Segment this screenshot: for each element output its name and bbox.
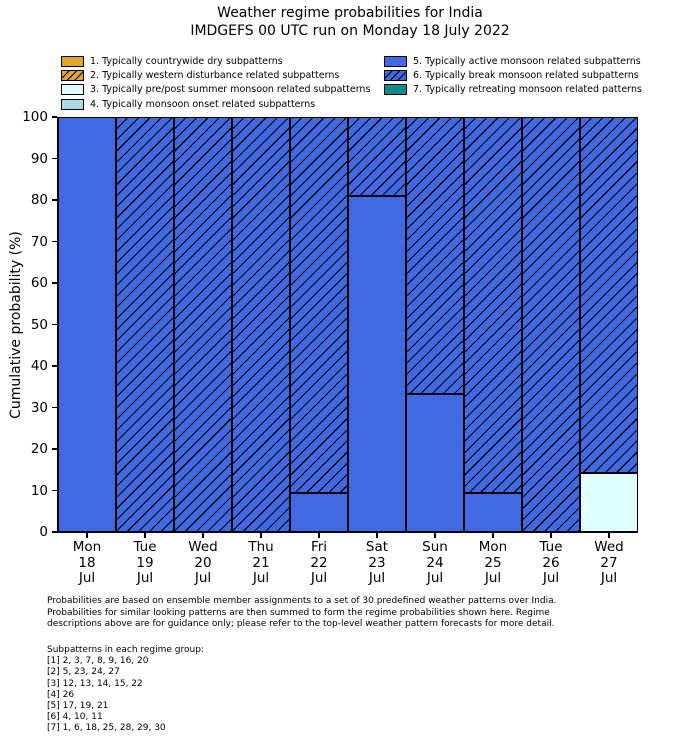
legend-swatch-regime-6-hatched-icon <box>384 70 407 81</box>
legend-label: 3. Typically pre/post summer monsoon related subpatterns <box>90 84 371 96</box>
stacked-bar <box>580 117 638 532</box>
x-tick-label-month: Jul <box>78 570 96 586</box>
chart-title: Weather regime probabilities for India <box>217 5 483 21</box>
footnote-line: Probabilities are based on ensemble member assignments to a set of 30 predefined weather patterns over India. <box>47 596 557 606</box>
x-tick-label-month: Jul <box>310 570 328 586</box>
legend-item <box>384 68 642 82</box>
x-tick-label-month: Jul <box>368 570 386 586</box>
x-tick-label-day: Tue <box>539 539 563 555</box>
x-tick-label-date: 26 <box>542 554 560 571</box>
x-tick-label-month: Jul <box>600 570 618 586</box>
y-axis-tick <box>52 531 57 532</box>
y-axis-tick <box>52 116 57 117</box>
y-tick-label: 30 <box>30 399 48 416</box>
y-axis-tick <box>52 282 57 283</box>
x-axis-tick <box>608 533 609 538</box>
bar-segment-regime-6 <box>116 117 174 532</box>
stacked-bar <box>406 117 464 532</box>
y-tick-label: 100 <box>22 109 48 125</box>
subpattern-group-line: [5] 17, 19, 21 <box>47 701 109 712</box>
x-tick-label-day: Sat <box>365 539 389 555</box>
y-tick-label: 40 <box>30 358 48 374</box>
chart-subtitle: IMDGEFS 00 UTC run on Monday 18 July 2022 <box>190 22 510 39</box>
x-tick-label-day: Wed <box>188 539 218 555</box>
bar-segment-regime-5 <box>348 196 406 532</box>
bar-segment-regime-6 <box>232 117 290 532</box>
x-tick-label <box>366 540 388 587</box>
x-tick-label-month: Jul <box>484 570 502 586</box>
y-axis-label: Cumulative probability (%) <box>8 231 24 419</box>
x-tick-label-month: Jul <box>136 570 154 586</box>
x-tick-label-month: Jul <box>426 570 444 586</box>
x-tick-label <box>188 540 217 587</box>
legend-label: 7. Typically retreating monsoon related patterns <box>413 84 642 96</box>
x-tick-label-day: Wed <box>594 539 624 555</box>
legend-swatch-regime-2-hatched-icon <box>61 70 84 81</box>
stacked-bar <box>174 117 232 532</box>
x-tick-label-month: Jul <box>252 570 270 586</box>
bar-segment-regime-5 <box>464 493 522 532</box>
legend-item <box>384 83 642 97</box>
legend-swatch-regime-7-icon <box>384 84 407 95</box>
stacked-bar <box>522 117 580 532</box>
y-axis-tick <box>52 158 57 159</box>
legend-swatch-regime-3-icon <box>61 84 84 95</box>
bar-segment-regime-6 <box>406 117 464 394</box>
y-tick-label: 50 <box>30 316 48 333</box>
legend-right-column <box>384 54 642 97</box>
subpatterns-block <box>47 645 204 735</box>
x-tick-label-day: Thu <box>248 539 274 555</box>
y-tick-label: 70 <box>30 233 48 250</box>
y-tick-label: 20 <box>30 441 48 457</box>
x-tick-label-date: 23 <box>368 554 386 571</box>
legend-item <box>61 97 370 111</box>
legend-label: 4. Typically monsoon onset related subpatterns <box>90 98 316 110</box>
bar-segment-regime-6 <box>290 117 348 493</box>
x-tick-label <box>539 540 562 587</box>
y-axis-tick <box>52 241 57 242</box>
x-tick-label-date: 20 <box>194 554 212 571</box>
stacked-bar <box>290 117 348 532</box>
x-tick-label <box>422 540 448 587</box>
y-axis-tick <box>52 324 57 325</box>
x-tick-label <box>248 540 273 587</box>
y-tick-label: 60 <box>30 275 48 291</box>
x-tick-label-month: Jul <box>194 570 212 586</box>
stacked-bar <box>58 117 116 532</box>
x-axis-tick <box>144 533 145 538</box>
footnote-line: Probabilities for similar looking patterns are then summed to form the regime probabilities shown here. Regime <box>47 607 550 618</box>
bar-segment-regime-5 <box>290 493 348 532</box>
subpatterns-list <box>47 656 204 734</box>
x-tick-label-month: Jul <box>542 570 560 586</box>
legend-label: 1. Typically countrywide dry subpatterns <box>90 55 283 67</box>
legend-swatch-regime-1-icon <box>61 56 84 67</box>
y-tick-label: 10 <box>30 482 48 499</box>
bar-segment-regime-6 <box>522 117 580 532</box>
x-axis-tick <box>550 533 551 538</box>
subpattern-group-line: [2] 5, 23, 24, 27 <box>47 667 120 678</box>
bar-segment-regime-6 <box>464 117 522 493</box>
legend-item <box>384 54 642 68</box>
x-tick-label-date: 18 <box>78 554 96 571</box>
legend-item <box>61 54 370 68</box>
subpattern-group-line: [4] 26 <box>47 689 75 700</box>
footnote-text <box>47 596 556 631</box>
x-axis-tick <box>202 533 203 538</box>
x-tick-label <box>73 540 101 587</box>
bar-segment-regime-5 <box>58 117 116 532</box>
x-tick-label-date: 24 <box>426 554 444 571</box>
x-axis-tick <box>318 533 319 538</box>
x-tick-label-day: Sun <box>422 539 448 555</box>
chart-title-block <box>0 5 700 41</box>
x-tick-label <box>310 540 327 587</box>
legend-item <box>61 83 370 97</box>
x-tick-label-date: 25 <box>484 554 502 571</box>
x-axis-tick <box>434 533 435 538</box>
x-tick-label <box>479 540 507 587</box>
stacked-bar <box>232 117 290 532</box>
x-tick-label-day: Mon <box>72 539 102 555</box>
subpattern-group-line: [3] 12, 13, 14, 15, 22 <box>47 678 143 689</box>
y-tick-label: 80 <box>30 192 48 208</box>
x-tick-label-date: 21 <box>252 554 270 571</box>
x-tick-label-date: 22 <box>310 554 328 571</box>
x-tick-label-day: Tue <box>133 539 157 555</box>
legend-item <box>61 68 370 82</box>
y-axis-tick <box>52 365 57 366</box>
legend-left-column <box>61 54 370 112</box>
bars-container <box>58 117 638 532</box>
legend-swatch-regime-5-icon <box>384 56 407 67</box>
x-axis-tick <box>492 533 493 538</box>
x-tick-label-date: 19 <box>136 554 154 571</box>
subpatterns-heading: Subpatterns in each regime group: <box>47 645 204 655</box>
y-tick-label: 90 <box>30 150 48 167</box>
y-axis-tick <box>52 490 57 491</box>
bar-segment-regime-3 <box>580 473 638 532</box>
y-axis-tick <box>52 448 57 449</box>
x-tick-label <box>133 540 156 587</box>
stacked-bar <box>464 117 522 532</box>
y-tick-label: 0 <box>39 524 48 540</box>
x-axis-tick <box>86 533 87 538</box>
bar-segment-regime-6 <box>348 117 406 196</box>
subpattern-group-line: [6] 4, 10, 11 <box>47 712 103 723</box>
bar-segment-regime-6 <box>174 117 232 532</box>
subpattern-group-line: [1] 2, 3, 7, 8, 9, 16, 20 <box>47 656 149 667</box>
x-tick-label-date: 27 <box>600 554 618 571</box>
stacked-bar <box>348 117 406 532</box>
x-tick-label <box>594 540 623 587</box>
x-tick-label-day: Mon <box>478 539 508 555</box>
x-axis-tick <box>376 533 377 538</box>
y-axis-tick <box>52 199 57 200</box>
legend-swatch-regime-4-icon <box>61 99 84 110</box>
legend-label: 5. Typically active monsoon related subpatterns <box>413 55 641 67</box>
plot-area <box>22 109 638 586</box>
subpattern-group-line: [7] 1, 6, 18, 25, 28, 29, 30 <box>47 723 166 734</box>
bar-segment-regime-6 <box>580 117 638 473</box>
legend-label: 6. Typically break monsoon related subpatterns <box>413 70 639 82</box>
stacked-bar <box>116 117 174 532</box>
bar-segment-regime-5 <box>406 394 464 532</box>
x-tick-label-day: Fri <box>310 539 328 555</box>
footnote-line: descriptions above are for guidance only; please refer to the top-level weather pattern forecasts for more detail. <box>47 619 555 630</box>
x-axis-tick <box>260 533 261 538</box>
legend-label: 2. Typically western disturbance related subpatterns <box>90 70 340 82</box>
y-axis-tick <box>52 407 57 408</box>
